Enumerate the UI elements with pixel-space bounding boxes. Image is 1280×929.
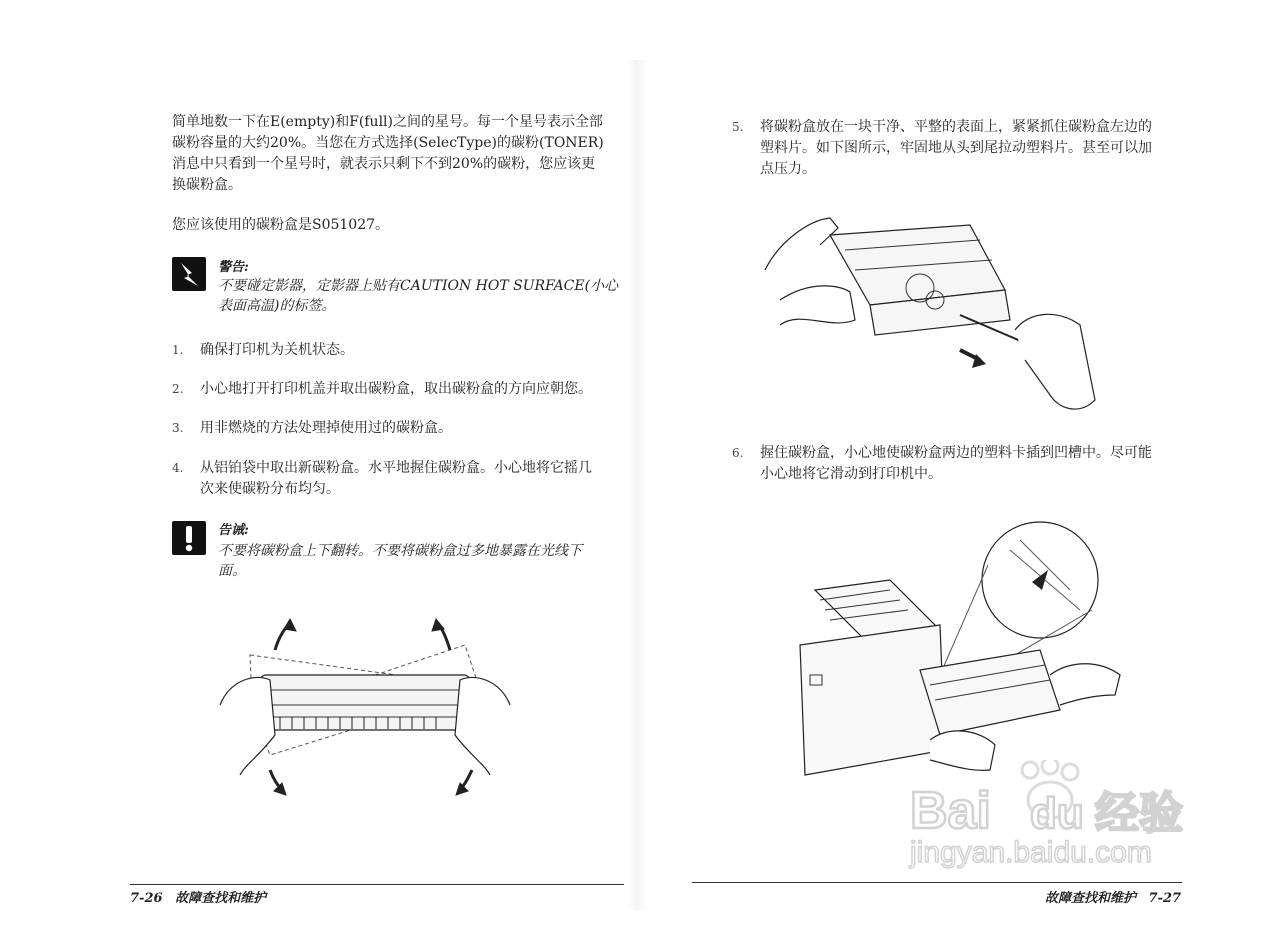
caution-line: 不要将碳粉盒上下翻转。不要将碳粉盒过多地暴露在光线下 [218, 543, 582, 559]
watermark-logo-du: du [1030, 789, 1084, 838]
step-text [760, 117, 1152, 180]
intro-line: 换碳粉盒。 [172, 177, 242, 193]
watermark-logo-jingyan: 经验 [1095, 788, 1183, 839]
step-line: 小心地将它滑动到打印机中。 [760, 466, 942, 482]
intro-line: 消息中只看到一个星号时，就表示只剩下不到20%的碳粉，您应该更 [172, 156, 596, 172]
step-text: 确保打印机为关机状态。 [200, 342, 354, 358]
baidu-jingyan-watermark [905, 760, 1205, 870]
cartridge-model-line: 您应该使用的碳粉盒是S051027。 [172, 217, 390, 233]
caution-body [218, 541, 638, 581]
step-3 [172, 418, 632, 440]
watermark-logo-bai: Bai [910, 782, 991, 840]
step-number: 1. [172, 343, 184, 357]
step-4 [172, 458, 632, 502]
right-footer [1045, 887, 1181, 906]
step-line: 握住碳粉盒，小心地使碳粉盒两边的塑料卡插到凹槽中。尽可能 [760, 445, 1152, 461]
step-line: 塑料片。如下图所示，牢固地从头到尾拉动塑料片。甚至可以加 [760, 140, 1152, 156]
page-number: 7-26 [130, 891, 163, 906]
right-footer-rule [692, 882, 1182, 883]
warning-body [218, 276, 638, 316]
step-line: 点压力。 [760, 161, 816, 177]
step-5 [732, 117, 1202, 183]
step-6 [732, 443, 1202, 487]
step-text: 小心地打开打印机盖并取出碳粉盒，取出碳粉盒的方向应朝您。 [200, 381, 592, 397]
step-number: 4. [172, 461, 184, 475]
step-text [200, 458, 592, 500]
intro-line: 简单地数一下在E(empty)和F(full)之间的星号。每一个星号表示全部 [172, 114, 603, 130]
section-title: 故障查找和维护 [175, 891, 267, 906]
pull-seal-tape-illustration [760, 200, 1100, 420]
step-2 [172, 379, 632, 401]
caution-title: 告诫: [218, 523, 249, 538]
left-footer-rule [130, 884, 624, 885]
warning-line: 表面高温)的标签。 [218, 298, 336, 314]
intro-paragraph [172, 112, 632, 196]
caution-icon [172, 521, 206, 555]
step-line: 从铝铂袋中取出新碳粉盒。水平地握住碳粉盒。小心地将它摇几 [200, 460, 592, 476]
section-title: 故障查找和维护 [1045, 891, 1137, 906]
warning-title: 警告: [218, 260, 249, 275]
step-line: 次来使碳粉分布均匀。 [200, 481, 340, 497]
caution-line: 面。 [218, 563, 246, 579]
step-text: 用非燃烧的方法处理掉使用过的碳粉盒。 [200, 420, 452, 436]
step-number: 3. [172, 421, 184, 435]
warning-line: 不要碰定影器，定影器上贴有CAUTION HOT SURFACE(小心 [218, 278, 619, 294]
warning-icon [172, 257, 206, 291]
step-line: 将碳粉盒放在一块干净、平整的表面上，紧紧抓住碳粉盒左边的 [760, 119, 1152, 135]
page-number: 7-27 [1148, 891, 1182, 906]
step-number: 5. [732, 120, 744, 134]
step-text [760, 443, 1152, 485]
step-1 [172, 340, 632, 362]
left-footer [130, 887, 266, 906]
step-number: 2. [172, 382, 184, 396]
watermark-url: jingyan.baidu.com [910, 836, 1152, 869]
shake-cartridge-illustration [210, 605, 520, 805]
intro-line: 碳粉容量的大约20%。当您在方式选择(SelecType)的碳粉(TONER) [172, 135, 604, 151]
step-number: 6. [732, 446, 744, 460]
